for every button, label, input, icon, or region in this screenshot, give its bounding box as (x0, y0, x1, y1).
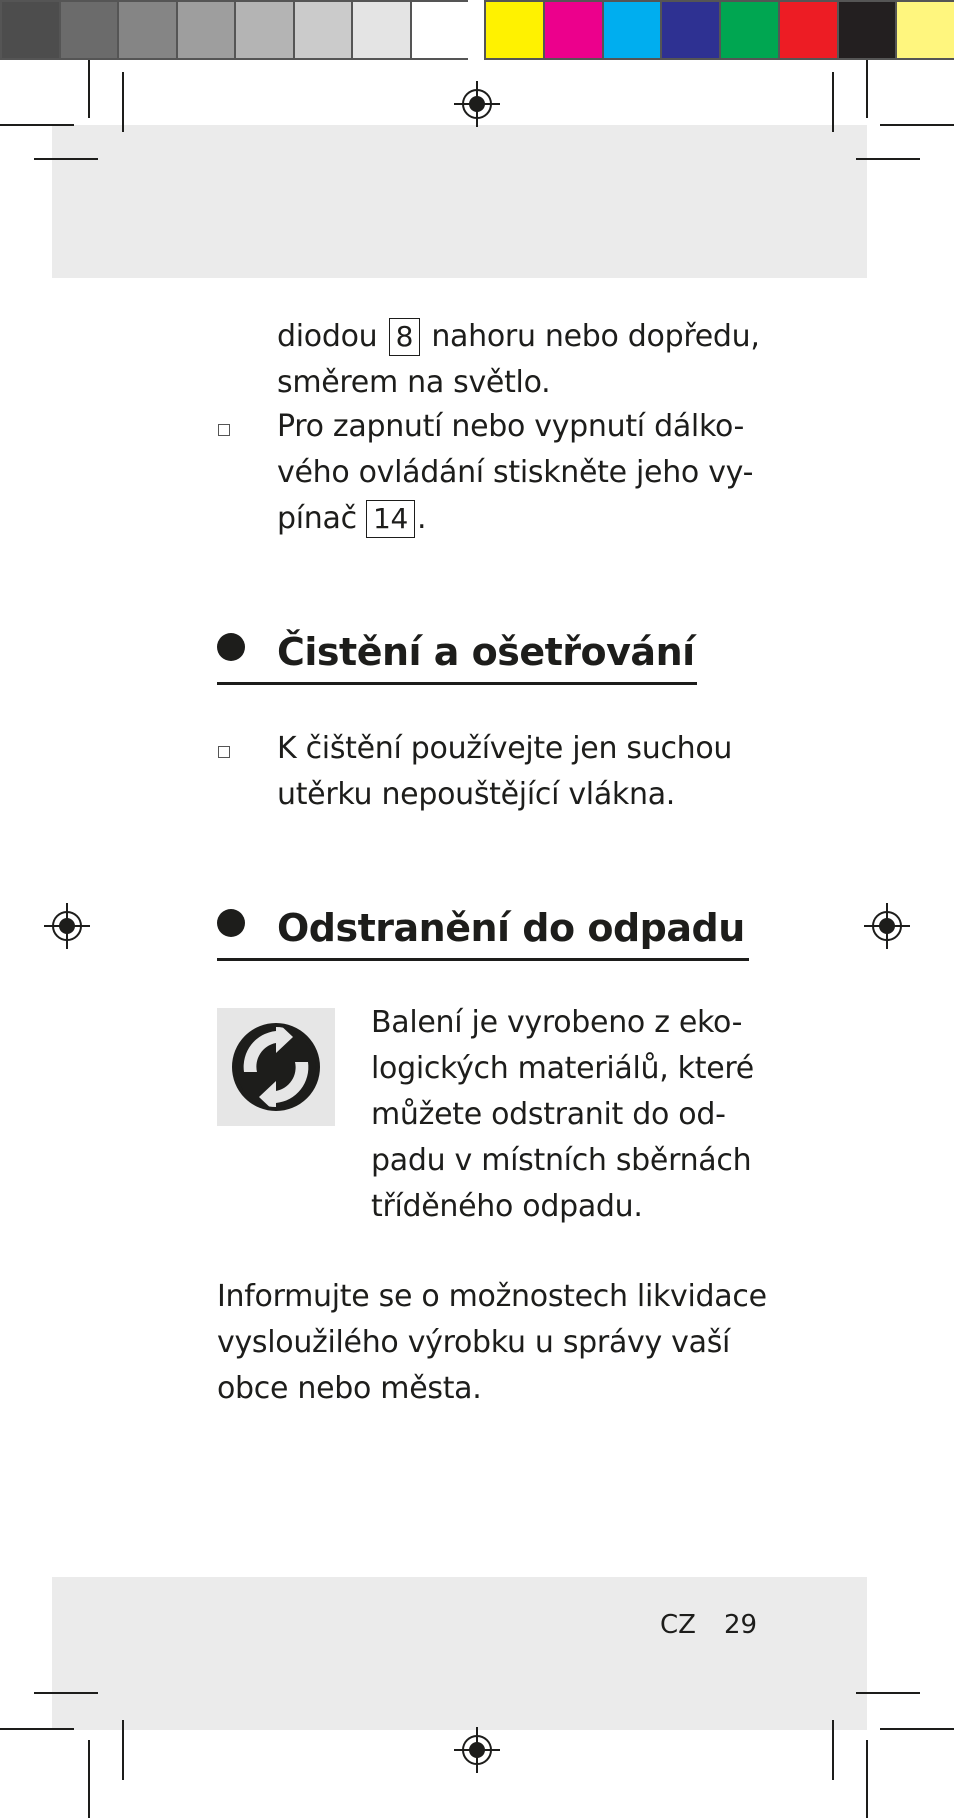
page-number: 29 (724, 1610, 758, 1640)
registration-mark-icon (454, 1727, 500, 1773)
gray-swatch-4 (178, 2, 235, 58)
process-swatch-8 (897, 2, 954, 58)
green-dot-logo (217, 1008, 335, 1126)
gray-swatch-1 (2, 2, 59, 58)
crop-mark (0, 124, 74, 126)
crop-mark (832, 1720, 834, 1780)
crop-mark (34, 1692, 98, 1694)
crop-mark (88, 60, 90, 118)
crop-mark (88, 1740, 90, 1818)
heading-bullet-icon (217, 909, 245, 937)
footer-language: CZ (660, 1610, 696, 1640)
crop-mark (866, 60, 868, 118)
process-swatch-7 (839, 2, 896, 58)
crop-mark (122, 72, 124, 132)
gray-swatch-8 (412, 2, 469, 58)
process-swatch-5 (721, 2, 778, 58)
footer-band (52, 1577, 867, 1730)
process-swatch-2 (545, 2, 602, 58)
disposal-info-paragraph: Informujte se o možnostech likvidace vysloužilého výrobku u správy vaší obce nebo města. (217, 1279, 767, 1406)
continuation-line-2: směrem na světlo. (277, 365, 551, 400)
grayscale-color-bar (0, 0, 468, 60)
cleaning-instruction: K čištění používejte jen suchou utěrku nepouštějící vlákna. (277, 731, 733, 812)
registration-mark-icon (44, 903, 90, 949)
disposal-heading: Odstranění do odpadu (217, 902, 749, 961)
process-swatch-1 (486, 2, 543, 58)
crop-mark (856, 158, 920, 160)
continuation-paragraph (277, 314, 760, 406)
crop-mark (0, 1728, 74, 1730)
process-color-bar (484, 0, 954, 60)
registration-mark-icon (454, 81, 500, 127)
crop-mark (832, 72, 834, 132)
switch-instruction: Pro zapnutí nebo vypnutí dálko- vého ovládání stiskněte jeho vy- pínač 14 . (277, 409, 754, 536)
gray-swatch-7 (353, 2, 410, 58)
gray-swatch-6 (295, 2, 352, 58)
packaging-paragraph: Balení je vyrobeno z eko- logických materiálů, které můžete odstranit do od- padu v místních sběrnách tříděného odpadu. (371, 1005, 754, 1224)
crop-mark (34, 158, 98, 160)
gray-swatch-5 (236, 2, 293, 58)
registration-mark-icon (864, 903, 910, 949)
crop-mark (880, 124, 954, 126)
continuation-line-1: diodou 8 nahoru nebo dopředu, (277, 319, 760, 354)
header-band (52, 125, 867, 278)
bullet-square-icon (218, 746, 230, 758)
heading-bullet-icon (217, 633, 245, 661)
green-dot-recycling-icon (217, 1008, 335, 1126)
gray-swatch-3 (119, 2, 176, 58)
process-swatch-6 (780, 2, 837, 58)
gray-swatch-2 (61, 2, 118, 58)
crop-mark (880, 1728, 954, 1730)
part-reference-8: 8 (389, 318, 421, 356)
crop-mark (856, 1692, 920, 1694)
crop-mark (122, 1720, 124, 1780)
part-reference-14: 14 (366, 500, 415, 538)
cleaning-heading: Čistění a ošetřování (217, 626, 697, 685)
process-swatch-4 (662, 2, 719, 58)
crop-mark (866, 1740, 868, 1818)
bullet-square-icon (218, 424, 230, 436)
process-swatch-3 (604, 2, 661, 58)
